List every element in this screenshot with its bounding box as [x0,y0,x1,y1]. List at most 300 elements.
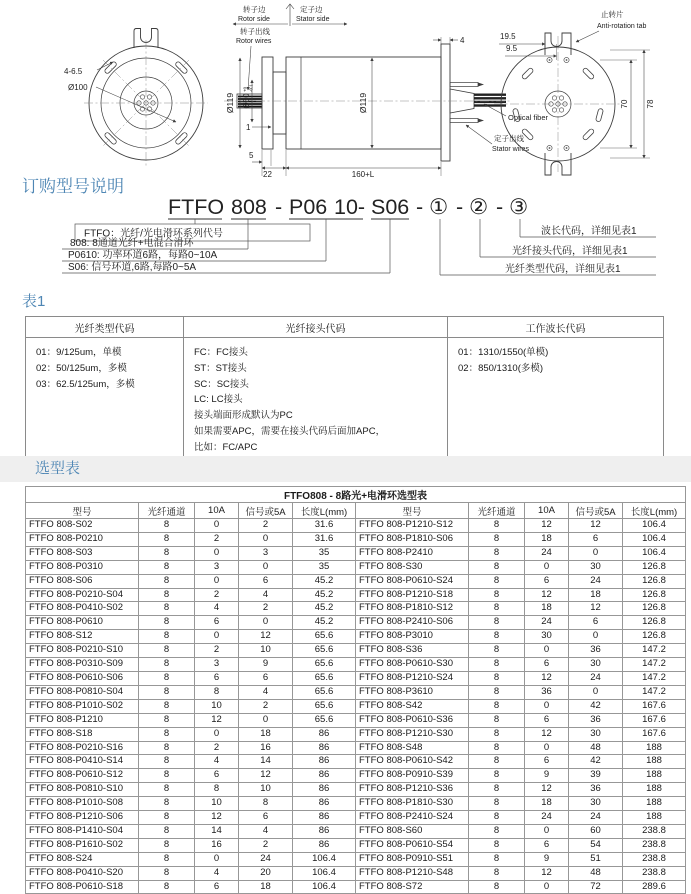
value-cell: 24 [239,852,293,866]
model-cell: FTFO 808-P1210 [26,713,139,727]
value-cell: 20 [239,866,293,880]
table-row [26,588,686,602]
rotor-side-label-cn: 转子边 [243,5,266,14]
value-cell: 31.6 [293,519,356,533]
model-cell: FTFO 808-P0610-S36 [356,713,469,727]
value-cell: 30 [569,727,623,741]
value-cell: 65.6 [293,713,356,727]
model-cell: FTFO 808-P0610-S54 [356,838,469,852]
model-cell: FTFO 808-P0610-S30 [356,658,469,672]
value-cell: 12 [195,713,239,727]
value-cell: 6 [195,616,239,630]
value-cell: 2 [239,602,293,616]
model-cell: FTFO 808-P0210 [26,532,139,546]
value-cell: 238.8 [623,866,686,880]
value-cell: 8 [469,880,525,894]
value-cell: 65.6 [293,699,356,713]
value-cell: 8 [469,630,525,644]
value-cell: 24 [569,811,623,825]
table-row [26,755,686,769]
table1-header-row [26,317,664,338]
model-part-signal: S06 [371,195,410,219]
dia50-dim: Ø50 [242,93,251,109]
value-cell: 238.8 [623,852,686,866]
value-cell: 6 [195,671,239,685]
value-cell: 8 [139,783,195,797]
code-line: 比如：FC/APC [194,441,258,453]
value-cell: 86 [293,824,356,838]
value-cell: 8 [469,685,525,699]
value-cell: 8 [139,644,195,658]
value-cell: 8 [195,783,239,797]
value-cell: 4 [239,588,293,602]
model-cell: FTFO 808-P0610 [26,616,139,630]
code-line: ST：ST接头 [194,362,247,374]
model-part-power: P06 [289,195,328,219]
value-cell: 65.6 [293,644,356,658]
value-cell: 8 [469,769,525,783]
value-cell: 8 [139,755,195,769]
table1-header-wavelength: 工作波长代码 [448,317,664,338]
model-cell: FTFO 808-P1010-S08 [26,797,139,811]
dim-19-5: 19.5 [500,32,516,41]
table-row [26,783,686,797]
value-cell: 106.4 [293,852,356,866]
table-row [26,797,686,811]
model-cell: FTFO 808-S42 [356,699,469,713]
value-cell: 8 [469,783,525,797]
value-cell: 147.2 [623,644,686,658]
value-cell: 10 [239,783,293,797]
value-cell: 86 [293,727,356,741]
value-cell: 4 [239,685,293,699]
value-cell: 8 [469,602,525,616]
model-cell: FTFO 808-P0310-S09 [26,658,139,672]
value-cell: 3 [239,546,293,560]
value-cell: 42 [569,755,623,769]
value-cell: 60 [569,824,623,838]
value-cell: 12 [525,727,569,741]
callout-signal: S06: 信号环道,6路,每路0~5A [68,262,197,273]
value-cell: 8 [139,588,195,602]
stator-wires-label-en: Stator wires [492,146,529,153]
value-cell: 18 [569,588,623,602]
value-cell: 0 [525,699,569,713]
callout-fiber-type: 光纤类型代码，详细见表1 [505,264,621,275]
code-line: 01：1310/1550(单模) [458,347,549,358]
value-cell: 3 [195,658,239,672]
callout-series: FTFO：光纤/光电滑环系列代号 [84,228,223,240]
model-cell: FTFO 808-P1210-S12 [356,519,469,533]
dim-78: 78 [646,99,655,109]
value-cell: 51 [569,852,623,866]
value-cell: 2 [195,741,239,755]
table-row [26,560,686,574]
optical-fiber-label: Optical fiber [508,113,549,122]
value-cell: 54 [569,838,623,852]
value-cell: 0 [239,532,293,546]
value-cell: 2 [239,838,293,852]
value-cell: 24 [569,671,623,685]
value-cell: 126.8 [623,616,686,630]
anti-rotation-tab-label-en: Anti-rotation tab [597,23,647,30]
value-cell: 0 [569,685,623,699]
value-cell: 35 [293,546,356,560]
dim-22: 22 [263,170,272,178]
col-model-left: 型号 [26,503,139,519]
model-part-circle2: ② [469,195,489,219]
value-cell: 147.2 [623,658,686,672]
value-cell: 8 [139,519,195,533]
value-cell: 8 [139,741,195,755]
front-boltcircle-dim: Ø100 [68,83,88,92]
table1-header-connector: 光纤接头代码 [184,317,448,338]
value-cell: 4 [195,866,239,880]
table1-header-fiber-type: 光纤类型代码 [26,317,184,338]
dim-9-5: 9.5 [506,44,518,53]
value-cell: 0 [525,880,569,894]
table-row [26,713,686,727]
code-line: 如果需要APC，需要在接头代码后面加APC， [194,425,386,437]
value-cell: 48 [569,866,623,880]
dia50-tol-plus: +0 [242,86,248,92]
model-part-amps: 10- [334,195,366,219]
stator-wires-label-cn: 定子出线 [494,134,524,143]
model-cell: FTFO 808-P3610 [356,685,469,699]
rotor-wires-label-en: Rotor wires [236,38,272,45]
value-cell: 8 [469,574,525,588]
value-cell: 6 [525,838,569,852]
stator-side-label-en: Stator side [296,16,330,23]
value-cell: 8 [469,546,525,560]
model-cell: FTFO 808-P1210-S48 [356,866,469,880]
value-cell: 45.2 [293,616,356,630]
value-cell: 12 [525,783,569,797]
code-line: 02：50/125um，多模 [36,362,127,374]
value-cell: 8 [469,824,525,838]
table1 [25,316,664,463]
value-cell: 188 [623,811,686,825]
value-cell: 30 [569,658,623,672]
value-cell: 42 [569,699,623,713]
selection-table-header-row [26,503,686,519]
value-cell: 8 [139,574,195,588]
table-row [26,727,686,741]
value-cell: 12 [525,519,569,533]
value-cell: 8 [469,560,525,574]
table-row [26,685,686,699]
value-cell: 65.6 [293,671,356,685]
value-cell: 8 [469,519,525,533]
model-cell: FTFO 808-P0610-S18 [26,880,139,894]
value-cell: 24 [525,546,569,560]
table-row [26,616,686,630]
value-cell: 126.8 [623,602,686,616]
value-cell: 6 [525,755,569,769]
value-cell: 8 [469,644,525,658]
table-row [26,852,686,866]
value-cell: 14 [239,755,293,769]
value-cell: 12 [525,671,569,685]
dia50-tol-minus: -0.1 [248,84,254,92]
value-cell: 2 [195,644,239,658]
code-line: 02：850/1310(多模) [458,362,544,374]
model-cell: FTFO 808-P3010 [356,630,469,644]
value-cell: 36 [569,713,623,727]
model-part-dash4: - [496,195,504,219]
col-10a-left: 10A [195,503,239,519]
value-cell: 30 [569,797,623,811]
model-cell: FTFO 808-P0610-S12 [26,769,139,783]
value-cell: 24 [525,616,569,630]
rotor-hub [273,72,286,134]
value-cell: 8 [139,602,195,616]
model-cell: FTFO 808-P1210-S06 [26,811,139,825]
table-row [26,644,686,658]
dim-160L: 160+L [351,170,375,178]
value-cell: 6 [239,811,293,825]
wavelength-codes [448,338,664,463]
value-cell: 9 [525,852,569,866]
value-cell: 30 [569,560,623,574]
value-cell: 2 [195,532,239,546]
value-cell: 86 [293,741,356,755]
table-row [26,824,686,838]
value-cell: 14 [195,824,239,838]
value-cell: 0 [525,741,569,755]
value-cell: 167.6 [623,727,686,741]
value-cell: 8 [139,866,195,880]
value-cell: 9 [239,658,293,672]
value-cell: 188 [623,783,686,797]
value-cell: 12 [569,519,623,533]
value-cell: 6 [239,671,293,685]
table-row [26,630,686,644]
model-cell: FTFO 808-S60 [356,824,469,838]
value-cell: 86 [293,769,356,783]
value-cell: 8 [239,797,293,811]
value-cell: 0 [195,630,239,644]
side-view-drawing [224,4,549,178]
table-row [26,671,686,685]
table-row [26,838,686,852]
value-cell: 8 [469,741,525,755]
value-cell: 16 [239,741,293,755]
model-cell: FTFO 808-P1010-S02 [26,699,139,713]
value-cell: 6 [195,769,239,783]
model-part-series: FTFO [168,195,225,219]
value-cell: 0 [195,546,239,560]
stator-plate [441,44,450,161]
value-cell: 8 [469,727,525,741]
value-cell: 86 [293,838,356,852]
dim-5: 5 [249,151,254,160]
callout-channels: 808: 8通道光纤+电混合滑环 [70,238,194,249]
value-cell: 8 [469,699,525,713]
model-cell: FTFO 808-P0910-S39 [356,769,469,783]
model-part-circle1: ① [429,195,449,219]
table-row [26,880,686,894]
value-cell: 106.4 [623,546,686,560]
value-cell: 18 [239,727,293,741]
code-line: 03：62.5/125um，多模 [36,378,135,390]
value-cell: 12 [195,811,239,825]
value-cell: 16 [195,838,239,852]
stator-screw-top [450,83,478,87]
value-cell: 10 [195,699,239,713]
value-cell: 289.6 [623,880,686,894]
model-cell: FTFO 808-S03 [26,546,139,560]
model-cell: FTFO 808-P0410-S02 [26,602,139,616]
model-cell: FTFO 808-P1210-S18 [356,588,469,602]
value-cell: 8 [139,811,195,825]
model-part-dash1: - [275,195,283,219]
dia119-body-dim: Ø119 [358,92,368,114]
table-row [26,769,686,783]
value-cell: 45.2 [293,602,356,616]
code-line: FC：FC接头 [194,347,248,358]
dim-1: 1 [246,123,251,132]
model-cell: FTFO 808-P0810-S10 [26,783,139,797]
value-cell: 0 [195,852,239,866]
value-cell: 48 [569,741,623,755]
model-cell: FTFO 808-S06 [26,574,139,588]
callout-power: P0610: 功率环道6路，每路0~10A [68,250,218,261]
value-cell: 2 [195,588,239,602]
selection-section-heading: 选型表 [35,460,81,477]
model-cell: FTFO 808-S02 [26,519,139,533]
value-cell: 126.8 [623,588,686,602]
model-cell: FTFO 808-P0210-S04 [26,588,139,602]
model-cell: FTFO 808-S24 [26,852,139,866]
value-cell: 8 [139,546,195,560]
model-part-channels: 808 [231,195,267,219]
value-cell: 4 [239,824,293,838]
value-cell: 6 [525,713,569,727]
value-cell: 8 [469,797,525,811]
value-cell: 8 [139,797,195,811]
code-line: 接头端面形成默认为PC [194,410,293,422]
value-cell: 8 [139,685,195,699]
value-cell: 126.8 [623,560,686,574]
value-cell: 8 [139,852,195,866]
value-cell: 188 [623,797,686,811]
value-cell: 39 [569,769,623,783]
code-line: 01：9/125um，单模 [36,347,122,358]
value-cell: 10 [195,797,239,811]
model-part-circle3: ③ [509,195,529,219]
anti-rotation-tab-label-cn: 止转片 [601,10,624,19]
selection-section-band [0,456,691,482]
value-cell: 8 [469,616,525,630]
value-cell: 24 [569,574,623,588]
rotor-wires-label-cn: 转子出线 [240,27,270,36]
model-part-dash3: - [456,195,464,219]
front-boltcircle-leader [96,87,176,122]
value-cell: 238.8 [623,824,686,838]
value-cell: 35 [293,560,356,574]
ordering-model-diagram [0,193,691,289]
table-row [26,658,686,672]
value-cell: 31.6 [293,532,356,546]
table-row [26,519,686,533]
value-cell: 65.6 [293,685,356,699]
rotor-side-label-en: Rotor side [238,16,270,23]
model-cell: FTFO 808-P2410 [356,546,469,560]
value-cell: 0 [195,574,239,588]
value-cell: 8 [469,866,525,880]
model-cell: FTFO 808-S12 [26,630,139,644]
value-cell: 147.2 [623,685,686,699]
value-cell: 8 [139,699,195,713]
table1-heading: 表1 [22,293,46,310]
model-cell: FTFO 808-S36 [356,644,469,658]
value-cell: 8 [139,671,195,685]
value-cell: 2 [239,519,293,533]
value-cell: 188 [623,741,686,755]
front-centerlines [84,40,208,168]
value-cell: 106.4 [623,519,686,533]
value-cell: 188 [623,755,686,769]
front-holes-dim: 4-6.5 [64,67,83,76]
value-cell: 106.4 [623,532,686,546]
value-cell: 18 [239,880,293,894]
col-signal-left: 信号或5A [239,503,293,519]
callout-labels [68,224,637,275]
value-cell: 8 [139,824,195,838]
value-cell: 36 [525,685,569,699]
value-cell: 8 [139,769,195,783]
value-cell: 86 [293,755,356,769]
value-cell: 8 [469,838,525,852]
model-cell: FTFO 808-P0210-S10 [26,644,139,658]
value-cell: 45.2 [293,574,356,588]
table-row [26,532,686,546]
value-cell: 8 [469,658,525,672]
value-cell: 0 [525,644,569,658]
model-cell: FTFO 808-P1210-S36 [356,783,469,797]
value-cell: 106.4 [293,880,356,894]
col-10a-right: 10A [525,503,569,519]
value-cell: 2 [239,699,293,713]
col-fiber-right: 光纤通道 [469,503,525,519]
value-cell: 6 [525,658,569,672]
value-cell: 8 [469,852,525,866]
value-cell: 6 [569,616,623,630]
model-cell: FTFO 808-P1610-S02 [26,838,139,852]
col-fiber-left: 光纤通道 [139,503,195,519]
value-cell: 3 [195,560,239,574]
value-cell: 12 [239,769,293,783]
model-part-dash2: - [416,195,424,219]
model-cell: FTFO 808-P0810-S04 [26,685,139,699]
model-cell: FTFO 808-P0610-S24 [356,574,469,588]
value-cell: 0 [239,713,293,727]
value-cell: 45.2 [293,588,356,602]
model-cell: FTFO 808-P2410-S24 [356,811,469,825]
rotor-flange [262,57,273,149]
value-cell: 6 [195,880,239,894]
value-cell: 126.8 [623,630,686,644]
selection-table-title-row [26,487,686,503]
value-cell: 10 [239,644,293,658]
value-cell: 9 [525,769,569,783]
value-cell: 0 [525,824,569,838]
stator-side-label-cn: 定子边 [300,5,323,14]
col-length-left: 长度L(mm) [293,503,356,519]
model-cell: FTFO 808-P0310 [26,560,139,574]
value-cell: 0 [195,519,239,533]
